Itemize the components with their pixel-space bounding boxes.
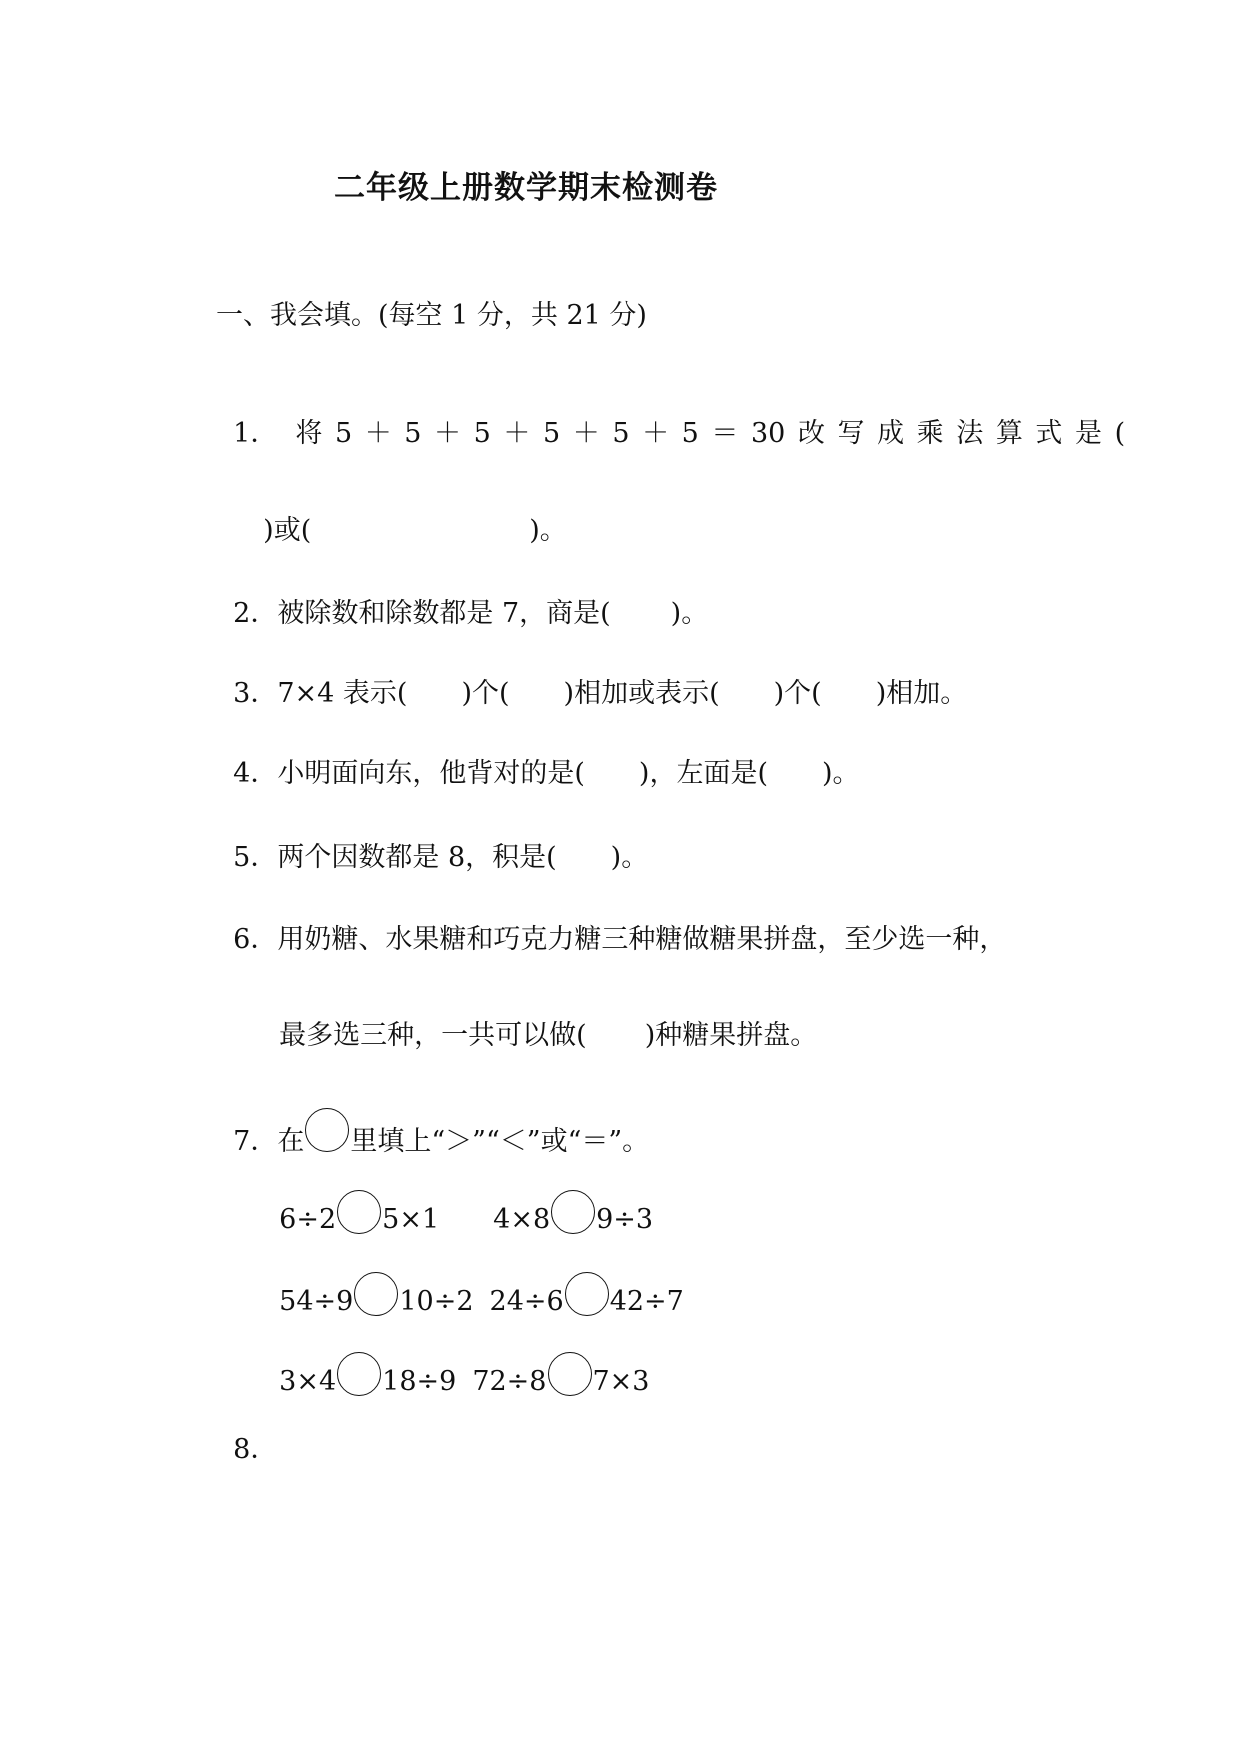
compare-right-expr: 10÷2: [399, 1286, 474, 1317]
compare-circle[interactable]: [337, 1190, 381, 1234]
compare-left-expr: 54÷9: [279, 1286, 354, 1317]
question-6-text-b: )种糖果拼盘。: [644, 1020, 818, 1051]
compare-row-1: [262, 1154, 653, 1238]
compare-circle[interactable]: [551, 1190, 595, 1234]
compare-left-expr: 72÷8: [472, 1366, 547, 1397]
compare-circle[interactable]: [354, 1272, 398, 1316]
question-1-text: 将 5 ＋ 5 ＋ 5 ＋ 5 ＋ 5 ＋ 5 ＝ 30 改 写 成 乘 法 算 式 是 (: [295, 418, 1126, 449]
question-1-line-1: [216, 380, 1125, 452]
question-3-text-c: )相加或表示(: [563, 678, 720, 709]
compare-row-3: [262, 1316, 649, 1400]
compare-circle[interactable]: [548, 1352, 592, 1396]
question-5: [216, 804, 648, 876]
question-2: [216, 560, 708, 632]
question-3-text-a: 7×4 表示(: [277, 678, 408, 709]
compare-right-expr: 42÷7: [609, 1286, 684, 1317]
question-4: [216, 720, 860, 792]
question-3-text-d: )个(: [773, 678, 822, 709]
compare-circle[interactable]: [565, 1272, 609, 1316]
question-4-text-a: 小明面向东，他背对的是(: [277, 758, 585, 789]
question-7-number: 7．: [233, 1126, 278, 1157]
question-5-text-b: )。: [610, 842, 649, 873]
question-2-text-b: )。: [670, 598, 709, 629]
question-4-text-c: )。: [821, 758, 860, 789]
question-5-text-a: 两个因数都是 8，积是(: [277, 842, 557, 873]
section-heading: 一、我会填。(每空 1 分，共 21 分): [216, 300, 647, 331]
question-4-text-b: )，左面是(: [638, 758, 768, 789]
compare-left-expr: 6÷2: [279, 1204, 337, 1235]
question-6-number: 6．: [233, 924, 278, 955]
question-6-text: 用奶糖、水果糖和巧克力糖三种糖做糖果拼盘，至少选一种，: [277, 924, 1007, 955]
question-3-number: 3．: [233, 678, 278, 709]
question-2-text-a: 被除数和除数都是 7，商是(: [277, 598, 611, 629]
question-2-number: 2．: [233, 598, 278, 629]
question-7-text-a: 在: [277, 1126, 305, 1157]
circle-icon: [305, 1108, 349, 1152]
compare-left-expr: 3×4: [279, 1366, 337, 1397]
question-1-line-2: [246, 477, 567, 549]
question-7: [216, 1072, 649, 1160]
question-4-number: 4．: [233, 758, 278, 789]
question-1-number: 1．: [233, 418, 278, 449]
compare-left-expr: 4×8: [493, 1204, 551, 1235]
compare-left-expr: 24÷6: [489, 1286, 564, 1317]
question-5-number: 5．: [233, 842, 278, 873]
question-1-text-b: )。: [529, 515, 567, 546]
question-3-text-b: )个(: [461, 678, 510, 709]
page-title: 二年级上册数学期末检测卷: [334, 170, 718, 206]
question-6-line-1: [216, 886, 1006, 958]
question-6-text-a: 最多选三种，一共可以做(: [279, 1020, 587, 1051]
compare-right-expr: 5×1: [382, 1204, 440, 1235]
question-8: [216, 1396, 277, 1468]
compare-right-expr: 9÷3: [596, 1204, 654, 1235]
question-7-text-b: 里填上“＞”“＜”或“＝”。: [350, 1126, 650, 1157]
question-3: [216, 640, 967, 712]
compare-circle[interactable]: [337, 1352, 381, 1396]
question-8-number: 8．: [233, 1434, 278, 1465]
question-3-text-e: )相加。: [875, 678, 968, 709]
compare-row-2: [262, 1236, 684, 1320]
question-1-text-a: )或(: [263, 515, 312, 546]
compare-right-expr: 7×3: [592, 1366, 650, 1397]
compare-right-expr: 18÷9: [382, 1366, 457, 1397]
question-6-line-2: [262, 982, 817, 1054]
